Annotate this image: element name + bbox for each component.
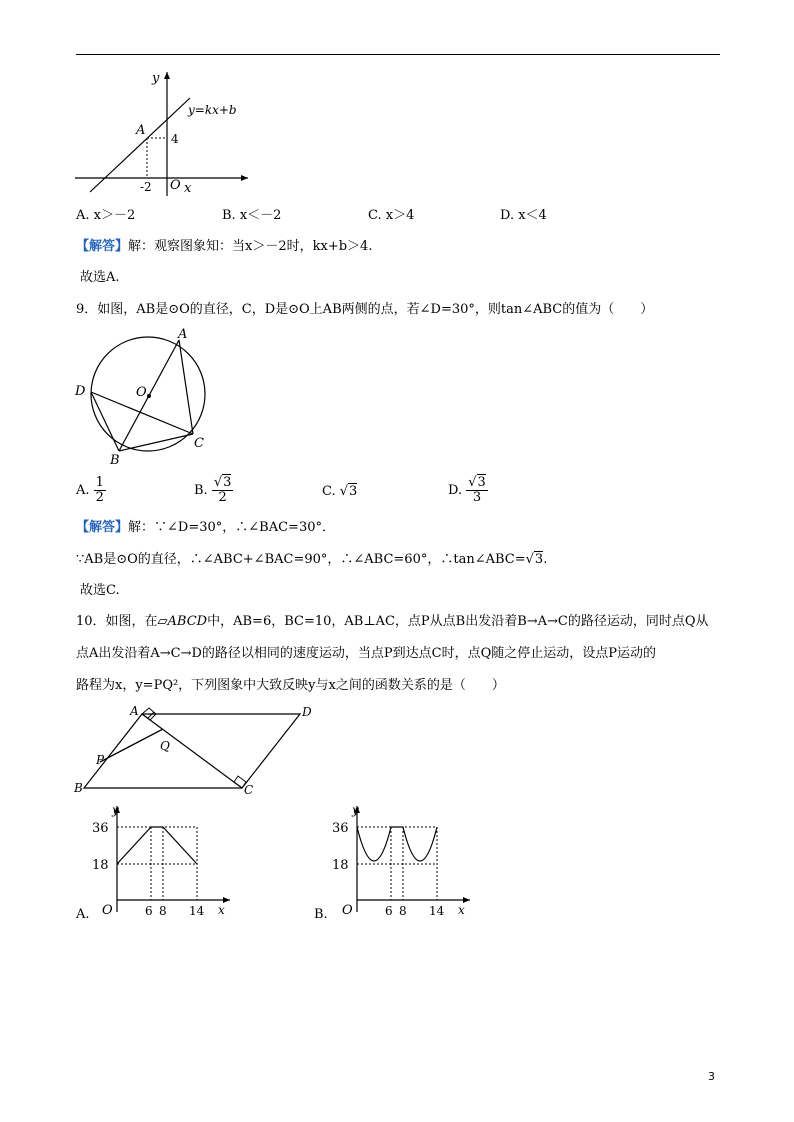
q8-option-a: A. x＞－2 — [76, 208, 136, 223]
q10-graph-b-label: B. — [314, 907, 328, 922]
q8-option-d: D. x＜4 — [500, 208, 547, 223]
page-number: 3 — [708, 1070, 715, 1083]
q9-stem: 9．如图，AB是⊙O的直径，C，D是⊙O上AB两侧的点，若∠D=30°，则tan∠ABC的值为（ ） — [76, 302, 654, 317]
answer-tag: 【解答】 — [76, 239, 129, 254]
q9-label-c: C — [194, 436, 204, 451]
svg-text:14: 14 — [429, 904, 445, 918]
x-axis-label: x — [184, 181, 192, 196]
q9-option-c: C. √3 — [322, 484, 358, 499]
q10-label-b: B — [74, 781, 83, 795]
q8-choose: 故选A. — [80, 270, 120, 285]
q10-graph-b — [330, 800, 480, 920]
svg-text:O: O — [102, 903, 113, 918]
svg-text:x: x — [218, 903, 225, 917]
svg-text:8: 8 — [399, 904, 407, 918]
q9-label-b: B — [110, 453, 120, 466]
svg-text:14: 14 — [189, 904, 205, 918]
svg-text:6: 6 — [145, 904, 153, 918]
point-a-label: A — [136, 123, 146, 138]
svg-text:6: 6 — [385, 904, 393, 918]
q10-parallelogram-figure — [72, 700, 322, 800]
q9-circle-figure — [74, 326, 224, 466]
svg-text:x: x — [458, 903, 465, 917]
q10-label-c: C — [244, 783, 254, 797]
q10-stem-line3: 路程为x，y=PQ²，下列图象中大致反映y与x之间的函数关系的是（ ） — [76, 678, 505, 693]
q10-graph-a-label: A. — [76, 907, 90, 922]
svg-text:36: 36 — [92, 821, 109, 836]
q10-label-d: D — [302, 705, 312, 719]
q9-answer-line1: 【解答】解：∵∠D=30°，∴∠BAC=30°． — [76, 520, 335, 535]
q9-option-a: A. $\frac{1}{2}$ — [76, 475, 104, 505]
svg-text:8: 8 — [159, 904, 167, 918]
answer-tag: 【解答】 — [76, 520, 129, 535]
svg-text:O: O — [342, 903, 353, 918]
svg-text:18: 18 — [332, 858, 349, 873]
q9-option-d: D. $\frac{√3}{3}$ — [448, 475, 486, 505]
q9-answer-line2: ∵AB是⊙O的直径，∴∠ABC+∠BAC=90°，∴∠ABC=60°，∴tan∠ABC=√3. — [76, 552, 548, 567]
q8-option-b: B. x＜－2 — [222, 208, 282, 223]
svg-text:36: 36 — [332, 821, 349, 836]
q9-option-b: B. $\frac{√3}{2}$ — [194, 475, 232, 505]
svg-text:18: 18 — [92, 858, 109, 873]
q9-label-d: D — [75, 384, 86, 399]
header-rule — [76, 54, 720, 55]
tick-neg2-label: -2 — [140, 180, 152, 194]
origin-label: O — [170, 178, 181, 193]
q8-answer — [76, 238, 372, 256]
tick-4-label: 4 — [171, 132, 179, 146]
q10-label-q: Q — [160, 739, 170, 753]
y-axis-label: y — [152, 71, 160, 86]
q10-label-a: A — [130, 704, 139, 718]
q10-stem-line1: 10．如图，在▱ABCD中，AB=6，BC=10，AB⊥AC，点P从点B出发沿着B→A→C的路径运动，同时点Q从 — [76, 614, 709, 629]
q8-answer-text: 解：观察图象知：当x＞－2时，kx+b＞4. — [128, 239, 373, 254]
q9-choose: 故选C. — [80, 583, 120, 598]
q10-graph-a — [90, 800, 240, 920]
q10-stem-line2: 点A出发沿着A→C→D的路径以相同的速度运动，当点P到达点C时，点Q随之停止运动，设点P运动的 — [76, 646, 657, 661]
svg-text:y: y — [112, 803, 119, 817]
q9-label-a: A — [178, 327, 188, 342]
q10-label-p: P — [96, 753, 105, 767]
q8-option-c: C. x＞4 — [368, 208, 415, 223]
line-equation-label: y=kx+b — [188, 103, 237, 117]
svg-text:y: y — [352, 803, 359, 817]
q9-label-o: O — [136, 385, 147, 400]
q8-line-graph — [70, 68, 250, 198]
